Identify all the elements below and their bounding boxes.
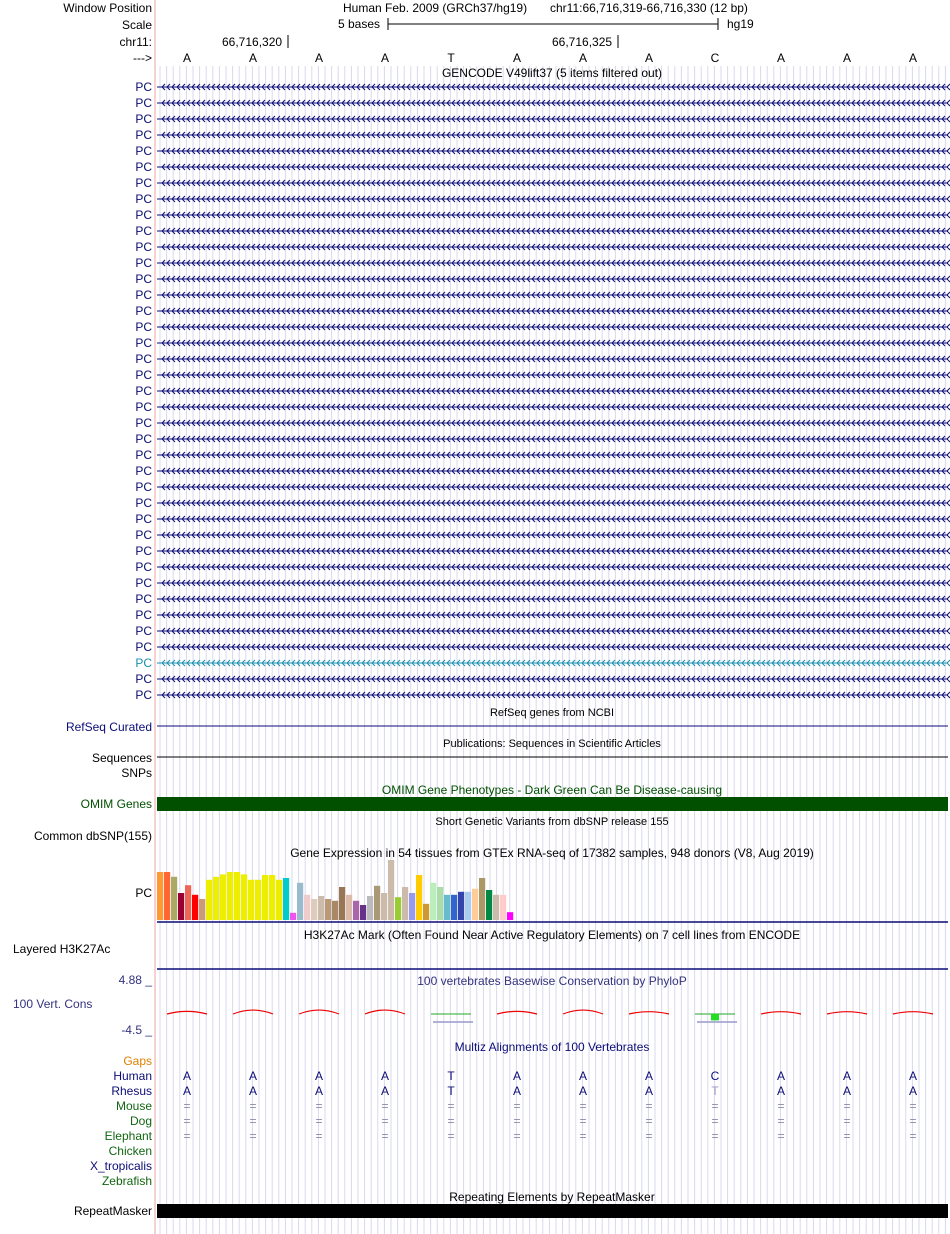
gencode-item-label[interactable]: PC	[135, 352, 152, 366]
multiz-aligned-base: =	[315, 1129, 323, 1143]
repeatmasker-track-label[interactable]: RepeatMasker	[73, 1204, 152, 1218]
scale-bar-label: 5 bases	[338, 17, 381, 31]
gencode-item-label[interactable]: PC	[135, 80, 152, 94]
multiz-aligned-base: =	[843, 1114, 851, 1128]
multiz-aligned-base: A	[314, 1084, 323, 1098]
gencode-track-title[interactable]: GENCODE V49lift37 (5 items filtered out)	[441, 66, 663, 80]
multiz-aligned-base: A	[776, 1084, 785, 1098]
dbsnp-track-title[interactable]: Short Genetic Variants from dbSNP release 155	[435, 816, 669, 828]
gencode-item-label[interactable]: PC	[135, 656, 152, 670]
gencode-item-label[interactable]: PC	[135, 256, 152, 270]
gtex-tissue-bar	[192, 895, 198, 920]
gtex-tissue-bar	[423, 904, 429, 920]
gencode-item-label[interactable]: PC	[135, 96, 152, 110]
gtex-tissue-bar	[304, 895, 310, 920]
multiz-gaps-label: Gaps	[123, 1054, 152, 1068]
multiz-aligned-base: C	[710, 1069, 720, 1083]
multiz-aligned-base: =	[645, 1129, 653, 1143]
gtex-tissue-bar	[486, 890, 492, 920]
gencode-item-label[interactable]: PC	[135, 640, 152, 654]
gencode-item-label[interactable]: PC	[135, 128, 152, 142]
gencode-item-label[interactable]: PC	[135, 288, 152, 302]
gtex-tissue-bar	[339, 887, 345, 920]
gencode-item-label[interactable]: PC	[135, 272, 152, 286]
gencode-item-label[interactable]: PC	[135, 576, 152, 590]
gencode-item-label[interactable]: PC	[135, 464, 152, 478]
gtex-tissue-bar	[388, 860, 394, 920]
multiz-aligned-base: =	[579, 1114, 587, 1128]
gtex-tissue-bar	[353, 901, 359, 920]
gtex-tissue-bar	[479, 878, 485, 920]
gtex-tissue-bar	[227, 872, 233, 920]
phylop-min-label: -4.5 _	[121, 1023, 152, 1037]
refseq-track-label[interactable]: RefSeq Curated	[65, 720, 152, 734]
multiz-aligned-base: =	[645, 1114, 653, 1128]
gtex-tissue-bar	[206, 880, 212, 920]
multiz-aligned-base: =	[315, 1114, 323, 1128]
gtex-tissue-bar	[409, 893, 415, 920]
multiz-aligned-base: A	[248, 1069, 257, 1083]
gencode-item-label[interactable]: PC	[135, 560, 152, 574]
multiz-aligned-base: T	[711, 1084, 719, 1098]
multiz-aligned-base: =	[249, 1099, 257, 1113]
gtex-tissue-bar	[318, 896, 324, 920]
gtex-tissue-bar	[283, 878, 289, 920]
gtex-tissue-bar	[178, 893, 184, 920]
gtex-tissue-bar	[367, 896, 373, 920]
gencode-item-label[interactable]: PC	[135, 304, 152, 318]
gencode-item-label[interactable]: PC	[135, 432, 152, 446]
multiz-aligned-base: A	[380, 1069, 389, 1083]
multiz-aligned-base: =	[777, 1129, 785, 1143]
multiz-aligned-base: A	[908, 1084, 917, 1098]
pubs-track-label[interactable]: Sequences	[91, 751, 152, 765]
multiz-aligned-base: =	[843, 1099, 851, 1113]
multiz-aligned-base: =	[711, 1114, 719, 1128]
multiz-aligned-base: =	[579, 1099, 587, 1113]
gtex-tissue-bar	[255, 880, 261, 920]
gtex-tissue-bar	[437, 887, 443, 920]
h3k27ac-track-title[interactable]: H3K27Ac Mark (Often Found Near Active Regulatory Elements) on 7 cell lines from ENCODE	[303, 928, 801, 942]
multiz-aligned-base: =	[909, 1114, 917, 1128]
multiz-aligned-base: =	[777, 1114, 785, 1128]
multiz-species-label[interactable]: Rhesus	[111, 1084, 152, 1098]
gtex-tissue-bar	[451, 895, 457, 920]
multiz-aligned-base: =	[183, 1099, 191, 1113]
repeatmasker-track-title[interactable]: Repeating Elements by RepeatMasker	[449, 1190, 655, 1204]
gencode-item-label[interactable]: PC	[135, 624, 152, 638]
multiz-aligned-base: =	[249, 1114, 257, 1128]
multiz-aligned-base: A	[842, 1069, 851, 1083]
gencode-item-label[interactable]: PC	[135, 384, 152, 398]
multiz-species-label[interactable]: Elephant	[104, 1129, 152, 1143]
multiz-aligned-base: =	[711, 1129, 719, 1143]
window-position-label: Window Position	[63, 1, 152, 15]
gencode-item-label[interactable]: PC	[135, 240, 152, 254]
base-letter: A	[512, 51, 521, 65]
multiz-species-label[interactable]: Human	[113, 1069, 152, 1083]
multiz-aligned-base: =	[579, 1129, 587, 1143]
gencode-item-label[interactable]: PC	[135, 672, 152, 686]
gencode-item-label[interactable]: PC	[135, 224, 152, 238]
gtex-tissue-bar	[248, 880, 254, 920]
phylop-max-label: 4.88 _	[118, 973, 152, 987]
multiz-aligned-base: =	[909, 1099, 917, 1113]
multiz-species-label[interactable]: X_tropicalis	[89, 1159, 152, 1173]
scale-db-label: hg19	[727, 17, 754, 31]
multiz-aligned-base: =	[711, 1099, 719, 1113]
gtex-tissue-bar	[262, 875, 268, 920]
coord-label-2: 66,716,325	[552, 35, 613, 49]
gtex-track-label[interactable]: PC	[135, 886, 152, 900]
gtex-tissue-bar	[374, 886, 380, 920]
gtex-tissue-bar	[311, 899, 317, 920]
multiz-aligned-base: =	[381, 1129, 389, 1143]
base-letter: A	[644, 51, 653, 65]
multiz-aligned-base: A	[512, 1069, 521, 1083]
omim-gene-bar	[157, 797, 948, 811]
multiz-aligned-base: A	[314, 1069, 323, 1083]
gtex-tissue-bar	[269, 875, 275, 920]
base-letter: A	[380, 51, 389, 65]
multiz-aligned-base: A	[512, 1084, 521, 1098]
multiz-aligned-base: =	[843, 1129, 851, 1143]
multiz-aligned-base: T	[447, 1069, 455, 1083]
gtex-tissue-bar	[164, 872, 170, 920]
gtex-tissue-bar	[430, 883, 436, 920]
multiz-aligned-base: =	[513, 1099, 521, 1113]
gencode-item-label[interactable]: PC	[135, 112, 152, 126]
gtex-track-title[interactable]: Gene Expression in 54 tissues from GTEx RNA-seq of 17382 samples, 948 donors (V8, Aug 2019)	[290, 846, 814, 860]
multiz-aligned-base: T	[447, 1084, 455, 1098]
gencode-item-label[interactable]: PC	[135, 448, 152, 462]
gtex-tissue-bar	[465, 892, 471, 920]
gencode-item-label[interactable]: PC	[135, 592, 152, 606]
multiz-aligned-base: =	[645, 1099, 653, 1113]
gtex-tissue-bar	[346, 895, 352, 920]
gencode-item-label[interactable]: PC	[135, 608, 152, 622]
snps-label: SNPs	[121, 766, 152, 780]
gencode-item-label[interactable]: PC	[135, 688, 152, 702]
multiz-aligned-base: A	[380, 1084, 389, 1098]
coord-label-1: 66,716,320	[222, 35, 283, 49]
base-letter: A	[908, 51, 917, 65]
base-letter: A	[182, 51, 191, 65]
phylop-track-title[interactable]: 100 vertebrates Basewise Conservation by PhyloP	[417, 974, 687, 988]
gtex-tissue-bar	[220, 874, 226, 920]
multiz-aligned-base: A	[182, 1084, 191, 1098]
gtex-tissue-bar	[444, 895, 450, 920]
multiz-aligned-base: A	[908, 1069, 917, 1083]
gtex-tissue-bar	[493, 895, 499, 920]
multiz-aligned-base: =	[381, 1099, 389, 1113]
gencode-item-label[interactable]: PC	[135, 480, 152, 494]
base-letter: A	[578, 51, 587, 65]
multiz-aligned-base: =	[183, 1129, 191, 1143]
multiz-species-label[interactable]: Mouse	[115, 1099, 152, 1113]
gencode-item-label[interactable]: PC	[135, 416, 152, 430]
gtex-tissue-bar	[416, 875, 422, 920]
base-letter: C	[710, 51, 720, 65]
gtex-tissue-bar	[213, 877, 219, 920]
gtex-tissue-bar	[234, 872, 240, 920]
gtex-tissue-bar	[507, 912, 513, 920]
multiz-aligned-base: =	[447, 1099, 455, 1113]
repeatmasker-bar	[157, 1204, 948, 1218]
chrom-label: chr11:	[119, 35, 152, 49]
gtex-tissue-bar	[297, 883, 303, 920]
gtex-tissue-bar	[325, 899, 331, 920]
gtex-tissue-bar	[381, 893, 387, 920]
multiz-aligned-base: A	[182, 1069, 191, 1083]
base-letter: A	[842, 51, 851, 65]
multiz-aligned-base: =	[513, 1129, 521, 1143]
multiz-aligned-base: A	[644, 1069, 653, 1083]
gtex-tissue-bar	[395, 897, 401, 920]
strand-label: --->	[133, 51, 152, 65]
multiz-aligned-base: A	[248, 1084, 257, 1098]
gencode-item-label[interactable]: PC	[135, 320, 152, 334]
gencode-item-label[interactable]: PC	[135, 336, 152, 350]
multiz-aligned-base: A	[776, 1069, 785, 1083]
phylop-conservation-mark	[711, 1014, 719, 1020]
gencode-item-label[interactable]: PC	[135, 496, 152, 510]
multiz-species-label[interactable]: Dog	[129, 1114, 152, 1128]
gencode-item-label[interactable]: PC	[135, 192, 152, 206]
gtex-tissue-bar	[402, 887, 408, 920]
base-letter: A	[248, 51, 257, 65]
gtex-tissue-bar	[171, 877, 177, 920]
multiz-aligned-base: =	[447, 1114, 455, 1128]
gencode-item-label[interactable]: PC	[135, 512, 152, 526]
multiz-aligned-base: =	[183, 1114, 191, 1128]
omim-track-label[interactable]: OMIM Genes	[80, 797, 152, 811]
gtex-tissue-bar	[290, 913, 296, 920]
gtex-tissue-bar	[500, 895, 506, 920]
phylop-track-label[interactable]: 100 Vert. Cons	[13, 997, 93, 1011]
multiz-aligned-base: =	[381, 1114, 389, 1128]
base-letter: A	[314, 51, 323, 65]
h3k27ac-track-label[interactable]: Layered H3K27Ac	[13, 942, 111, 956]
multiz-track-title[interactable]: Multiz Alignments of 100 Vertebrates	[454, 1040, 650, 1054]
multiz-species-label[interactable]: Chicken	[108, 1144, 152, 1158]
multiz-aligned-base: A	[842, 1084, 851, 1098]
gtex-tissue-bar	[458, 892, 464, 920]
gtex-tissue-bar	[241, 874, 247, 920]
multiz-aligned-base: =	[447, 1129, 455, 1143]
gtex-tissue-bar	[199, 899, 205, 920]
gtex-tissue-bar	[185, 885, 191, 920]
gencode-item-label[interactable]: PC	[135, 544, 152, 558]
multiz-aligned-base: A	[644, 1084, 653, 1098]
multiz-aligned-base: =	[249, 1129, 257, 1143]
gencode-item-label[interactable]: PC	[135, 368, 152, 382]
dbsnp-track-label[interactable]: Common dbSNP(155)	[33, 829, 152, 843]
gencode-item-label[interactable]: PC	[135, 528, 152, 542]
omim-track-title[interactable]: OMIM Gene Phenotypes - Dark Green Can Be Disease-causing	[381, 783, 723, 797]
multiz-aligned-base: =	[777, 1099, 785, 1113]
gtex-tissue-bar	[157, 872, 163, 920]
gtex-tissue-bar	[360, 905, 366, 920]
scale-label: Scale	[121, 18, 152, 32]
window-position-value: chr11:66,716,319-66,716,330 (12 bp)	[550, 1, 748, 15]
multiz-aligned-base: A	[578, 1069, 587, 1083]
refseq-track-title[interactable]: RefSeq genes from NCBI	[489, 707, 615, 719]
pubs-track-title[interactable]: Publications: Sequences in Scientific Articles	[443, 738, 661, 750]
gencode-item-label[interactable]: PC	[135, 176, 152, 190]
multiz-species-label[interactable]: Zebrafish	[101, 1174, 152, 1188]
gtex-tissue-bar	[472, 889, 478, 920]
gencode-item-label[interactable]: PC	[135, 160, 152, 174]
multiz-aligned-base: =	[909, 1129, 917, 1143]
base-letter: T	[447, 51, 455, 65]
gencode-item-label[interactable]: PC	[135, 208, 152, 222]
gencode-item-label[interactable]: PC	[135, 400, 152, 414]
assembly-name: Human Feb. 2009 (GRCh37/hg19)	[343, 1, 528, 15]
gtex-tissue-bar	[332, 901, 338, 920]
gencode-item-label[interactable]: PC	[135, 144, 152, 158]
multiz-aligned-base: =	[315, 1099, 323, 1113]
multiz-aligned-base: A	[578, 1084, 587, 1098]
gtex-tissue-bar	[276, 880, 282, 920]
base-letter: A	[776, 51, 785, 65]
multiz-aligned-base: =	[513, 1114, 521, 1128]
